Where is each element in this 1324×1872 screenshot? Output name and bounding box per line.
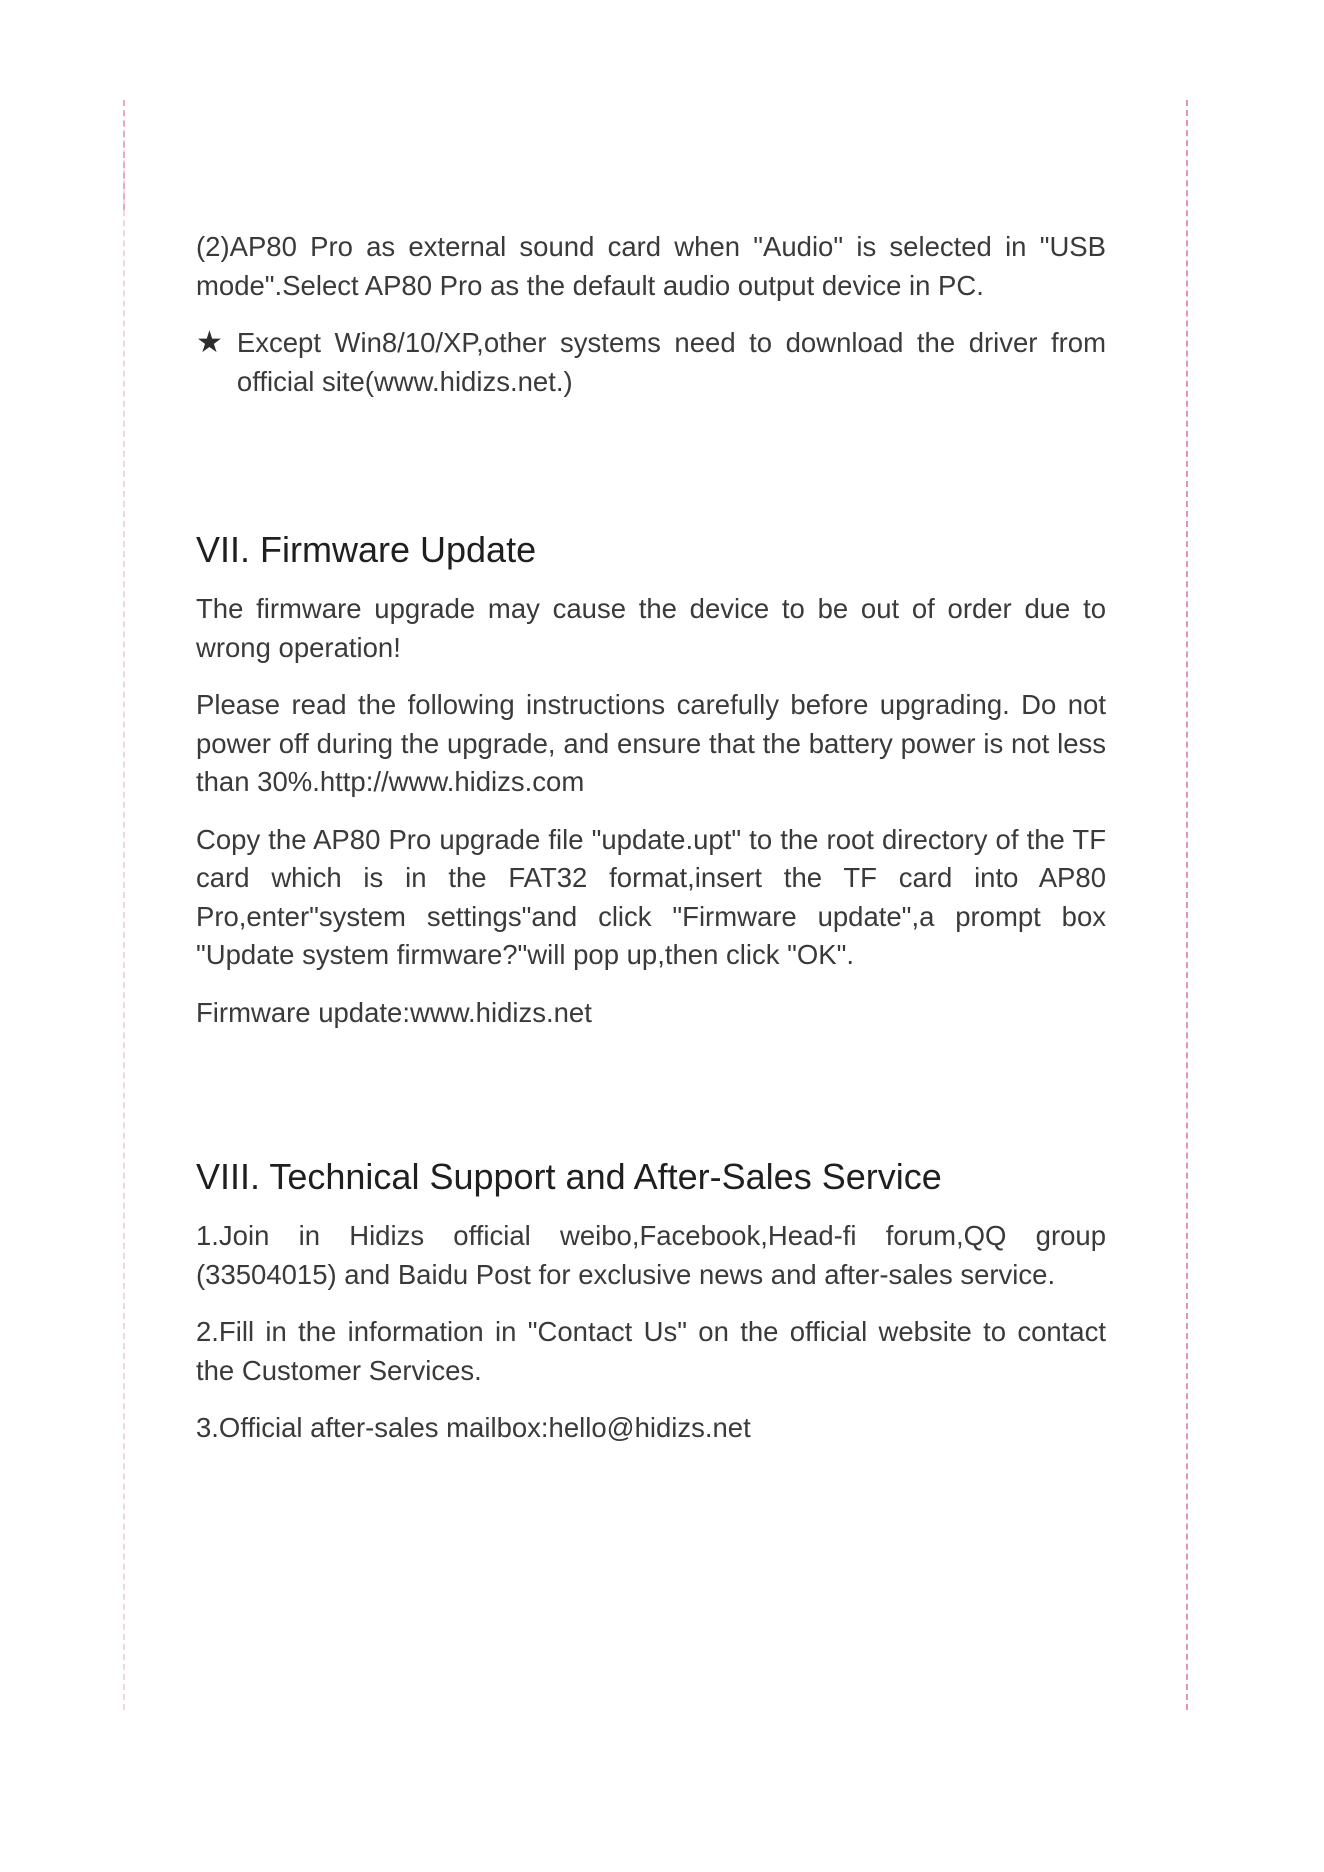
- support-item-3: 3.Official after-sales mailbox:hello@hidizs.net: [196, 1412, 751, 1443]
- section-spacer: [196, 1051, 1106, 1155]
- usb-audio-paragraph: (2)AP80 Pro as external sound card when "Audio" is selected in "USB mode".Select AP80 Pro as the default audio output device in PC.: [196, 231, 1106, 301]
- support-item-1: 1.Join in Hidizs official weibo,Facebook,Head-fi forum,QQ group (33504015) and Baidu Post for exclusive news and after-sales service.: [196, 1220, 1106, 1290]
- firmware-copy-paragraph: Copy the AP80 Pro upgrade file "update.upt" to the root directory of the TF card which is in the FAT32 format,insert the TF card into AP80 Pro,enter"system settings"and click "Firmware update",a prompt box "Update system firmware?"will pop up,then click "OK".: [196, 823, 1106, 970]
- support-section: [196, 1155, 1106, 1448]
- usb-audio-section: [196, 228, 1106, 401]
- firmware-update-heading: VII. Firmware Update: [196, 529, 537, 570]
- support-heading: VIII. Technical Support and After-Sales Service: [196, 1156, 942, 1197]
- firmware-warning-paragraph: The firmware upgrade may cause the device to be out of order due to wrong operation!: [196, 593, 1106, 663]
- right-cut-line: [1186, 100, 1188, 1710]
- section-spacer: [196, 420, 1106, 528]
- firmware-instructions-paragraph: Please read the following instructions carefully before upgrading. Do not power off during the upgrade, and ensure that the battery power is not less than 30%.http://www.hidizs.com: [196, 689, 1106, 797]
- left-cut-line-accent: [123, 100, 125, 210]
- driver-note: [196, 324, 1106, 401]
- driver-note-text: Except Win8/10/XP,other systems need to download the driver from official site(www.hidizs.net.): [236, 327, 1106, 397]
- support-item-2: 2.Fill in the information in "Contact Us" on the official website to contact the Customer Services.: [196, 1316, 1106, 1386]
- firmware-update-link: Firmware update:www.hidizs.net: [196, 996, 592, 1028]
- firmware-update-section: [196, 528, 1106, 1032]
- left-cut-line: [123, 100, 125, 1710]
- star-icon: ★: [196, 326, 223, 359]
- manual-page-content: [196, 228, 1106, 1467]
